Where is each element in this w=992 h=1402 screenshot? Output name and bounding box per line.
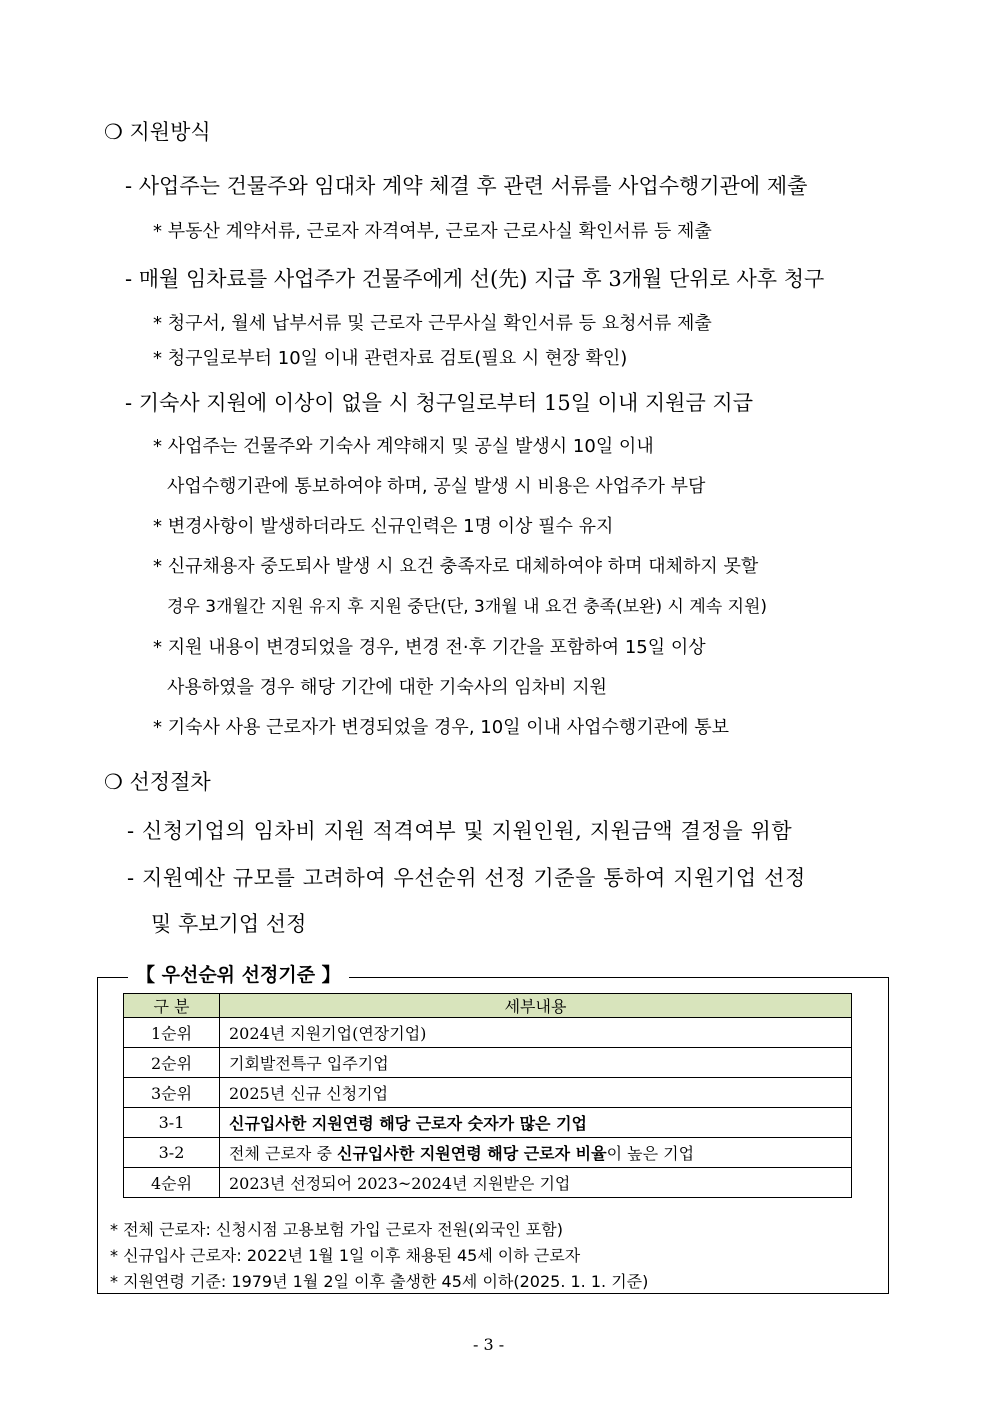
selection-item-1: - 신청기업의 임차비 지원 적격여부 및 지원인원, 지원금액 결정을 위함: [127, 819, 793, 843]
row-rank: 3-2: [124, 1138, 220, 1168]
support-note-6: * 신규채용자 중도퇴사 발생 시 요건 충족자로 대체하여야 하며 대체하지 못할: [153, 556, 759, 577]
table-row: [124, 1168, 852, 1198]
header-details: 세부내용: [220, 994, 852, 1018]
header-category: 구 분: [124, 994, 220, 1018]
row-desc: 2023년 선정되어 2023~2024년 지원받은 기업: [220, 1168, 852, 1198]
row-desc-post: 이 높은 기업: [606, 1144, 695, 1163]
support-note-5: * 변경사항이 발생하더라도 신규인력은 1명 이상 필수 유지: [153, 516, 614, 537]
row-rank: 4순위: [124, 1168, 220, 1198]
row-desc-pre: 전체 근로자 중: [229, 1144, 337, 1163]
row-rank: 3순위: [124, 1078, 220, 1108]
footnote-3: * 지원연령 기준: 1979년 1월 2일 이후 출생한 45세 이하(2025. 1. 1. 기준): [110, 1272, 649, 1291]
table-row: [124, 1138, 852, 1168]
row-rank: 1순위: [124, 1018, 220, 1048]
footnote-1: * 전체 근로자: 신청시점 고용보험 가입 근로자 전원(외국인 포함): [110, 1220, 563, 1239]
criteria-title: 【 우선순위 선정기준 】: [128, 960, 349, 987]
support-note-8: * 기숙사 사용 근로자가 변경되었을 경우, 10일 이내 사업수행기관에 통보: [153, 717, 729, 738]
support-note-7-cont: 사용하였을 경우 해당 기간에 대한 기숙사의 임차비 지원: [167, 677, 607, 698]
footnote-2: * 신규입사 근로자: 2022년 1월 1일 이후 채용된 45세 이하 근로자: [110, 1246, 581, 1265]
table-row: [124, 1048, 852, 1078]
row-rank: 3-1: [124, 1108, 220, 1138]
row-desc: [220, 1138, 852, 1168]
support-note-4: * 사업주는 건물주와 기숙사 계약해지 및 공실 발생시 10일 이내: [153, 436, 654, 457]
criteria-table: [123, 993, 852, 1198]
support-item-2: - 매월 임차료를 사업주가 건물주에게 선(先) 지급 후 3개월 단위로 사후 청구: [125, 267, 825, 291]
row-desc: 2025년 신규 신청기업: [220, 1078, 852, 1108]
support-note-1: * 부동산 계약서류, 근로자 자격여부, 근로자 근로사실 확인서류 등 제출: [153, 221, 712, 242]
support-item-3: - 기숙사 지원에 이상이 없을 시 청구일로부터 15일 이내 지원금 지급: [125, 391, 754, 415]
row-desc: 2024년 지원기업(연장기업): [220, 1018, 852, 1048]
table-row: [124, 1018, 852, 1048]
section-heading-support-method: ❍ 지원방식: [104, 120, 211, 144]
selection-item-2-cont: 및 후보기업 선정: [151, 912, 307, 936]
selection-item-2: - 지원예산 규모를 고려하여 우선순위 선정 기준을 통하여 지원기업 선정: [127, 866, 806, 890]
page-number: - 3 -: [473, 1335, 505, 1354]
table-header-row: [124, 994, 852, 1018]
row-rank: 2순위: [124, 1048, 220, 1078]
row-desc-bold: 신규입사한 지원연령 해당 근로자 비율: [337, 1144, 607, 1163]
section-heading-selection-procedure: ❍ 선정절차: [104, 770, 211, 794]
table-row: [124, 1108, 852, 1138]
support-item-1: - 사업주는 건물주와 임대차 계약 체결 후 관련 서류를 사업수행기관에 제출: [125, 174, 808, 198]
table-row: [124, 1078, 852, 1108]
support-note-6-cont: 경우 3개월간 지원 유지 후 지원 중단(단, 3개월 내 요건 충족(보완) 시 계속 지원): [167, 597, 768, 617]
support-note-7: * 지원 내용이 변경되었을 경우, 변경 전·후 기간을 포함하여 15일 이상: [153, 637, 706, 658]
row-desc: 기회발전특구 입주기업: [220, 1048, 852, 1078]
row-desc: 신규입사한 지원연령 해당 근로자 숫자가 많은 기업: [220, 1108, 852, 1138]
support-note-3: * 청구일로부터 10일 이내 관련자료 검토(필요 시 현장 확인): [153, 348, 628, 369]
support-note-4-cont: 사업수행기관에 통보하여야 하며, 공실 발생 시 비용은 사업주가 부담: [167, 476, 706, 497]
support-note-2: * 청구서, 월세 납부서류 및 근로자 근무사실 확인서류 등 요청서류 제출: [153, 313, 712, 334]
